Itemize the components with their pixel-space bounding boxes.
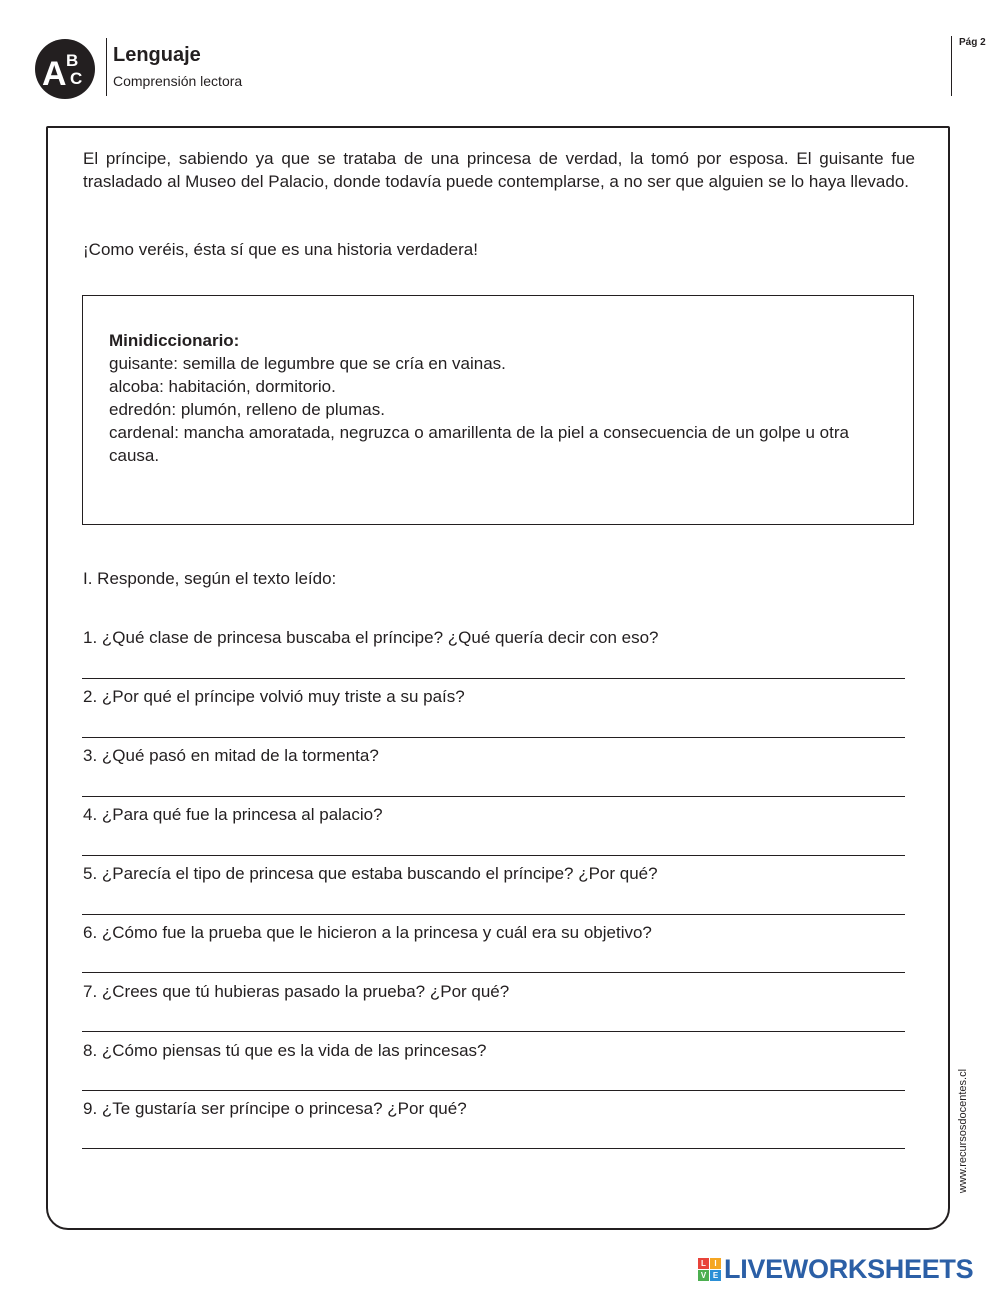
dictionary-entry: edredón: plumón, relleno de plumas. [109,400,385,419]
question-2: 2. ¿Por qué el príncipe volvió muy triste a su país? [83,687,465,706]
liveworksheets-text: LIVEWORKSHEETS [724,1254,974,1284]
answer-line-8[interactable] [82,1090,905,1091]
dictionary-entry: alcoba: habitación, dormitorio. [109,377,336,396]
question-8: 8. ¿Cómo piensas tú que es la vida de las princesas? [83,1041,487,1060]
answer-line-3[interactable] [82,796,905,797]
answer-line-1[interactable] [82,678,905,679]
dictionary-entry: guisante: semilla de legumbre que se cría en vainas. [109,354,506,373]
question-6: 6. ¿Cómo fue la prueba que le hicieron a la princesa y cuál era su objetivo? [83,923,652,942]
answer-line-5[interactable] [82,914,905,915]
liveworksheets-icon: L I V E [698,1258,721,1281]
subject-title: Lenguaje [113,44,201,66]
page-number: Pág 2 [959,37,986,48]
question-3: 3. ¿Qué pasó en mitad de la tormenta? [83,746,379,765]
answer-line-9[interactable] [82,1148,905,1149]
side-url: www.recursosdocentes.cl [957,1068,969,1194]
liveworksheets-brand[interactable] [698,1254,973,1285]
answer-line-4[interactable] [82,855,905,856]
mini-dictionary-box [82,295,914,525]
logo-letter-b: B [66,51,79,70]
instruction-text: I. Responde, según el texto leído: [83,569,337,588]
story-paragraph-1: El príncipe, sabiendo ya que se trataba de una princesa de verdad, la tomó por esposa. El guisante fue trasladado al Museo del Palacio, donde todavía puede contemplarse, a no ser que alguien se lo haya llevado. [83,149,915,191]
answer-line-2[interactable] [82,737,905,738]
abc-logo [34,38,96,100]
subject-subtitle: Comprensión lectora [113,73,243,89]
header-divider [106,38,107,96]
question-9: 9. ¿Te gustaría ser príncipe o princesa? ¿Por qué? [83,1099,467,1118]
logo-letter-c: C [70,69,83,88]
logo-letter-a: A [42,55,67,93]
question-1: 1. ¿Qué clase de princesa buscaba el príncipe? ¿Qué quería decir con eso? [83,628,659,647]
dictionary-entry: cardenal: mancha amoratada, negruzca o amarillenta de la piel a consecuencia de un golpe u otra causa. [109,423,849,465]
question-4: 4. ¿Para qué fue la princesa al palacio? [83,805,383,824]
page-divider [951,36,952,96]
answer-line-6[interactable] [82,972,905,973]
question-7: 7. ¿Crees que tú hubieras pasado la prueba? ¿Por qué? [83,982,510,1001]
story-paragraph-2: ¡Como veréis, ésta sí que es una historia verdadera! [83,240,478,259]
answer-line-7[interactable] [82,1031,905,1032]
question-5: 5. ¿Parecía el tipo de princesa que estaba buscando el príncipe? ¿Por qué? [83,864,658,883]
mini-dictionary-title: Minidiccionario: [109,331,240,350]
